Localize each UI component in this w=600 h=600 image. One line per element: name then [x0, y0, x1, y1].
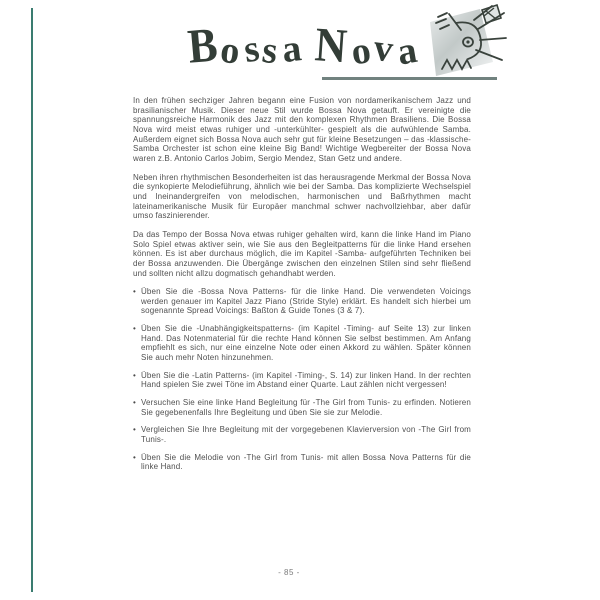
list-item-text: Vergleichen Sie Ihre Begleitung mit der vorgegebenen Klavierversion von -The Girl from Tunis-. — [141, 425, 471, 445]
list-item-text: Üben Sie die Melodie von -The Girl from Tunis- mit allen Bossa Nova Patterns für die linke Hand. — [141, 452, 471, 472]
title-letter: v — [371, 26, 400, 72]
list-item-text: Üben Sie die -Latin Patterns- (im Kapitel -Timing-, S. 14) zur linken Hand. In der rechten Hand spielen Sie zwei Töne im Abstand einer Quarte. Laut zählen nicht vergessen! — [141, 370, 471, 390]
publisher-scribble-logo-icon — [416, 2, 508, 84]
title-letter: o — [218, 28, 247, 74]
list-item-text: Versuchen Sie eine linke Hand Begleitung für -The Girl from Tunis- zu erfinden. Notieren Sie gegebenenfalls Ihre Begleitung und üben Sie sie zur Melodie. — [141, 398, 471, 417]
list-item — [133, 287, 471, 316]
paragraph: In den frühen sechziger Jahren begann eine Fusion von nordamerikanischem Jazz und brasilianischer Musik. Dieser neue Stil wurde Bossa Nova getauft. Er vereinigte die spannungsreiche Harmonik des Jazz mit den komplexen Rhythmen Brasiliens. Die Bossa Nova wird meist etwas ruhiger und -unterkühlter- gespielt als die aufwühlende Samba. Außerdem eignet sich Bossa Nova auch sehr gut für kleine Besetzungen – das -klassische- Samba Orchester ist schon eine kleine Big Band! Wichtige Wegbereiter der Bossa Nova waren z.B. Antonio Carlos Jobim, Sergio Mendez, Stan Getz und andere. — [133, 96, 471, 163]
title-letter: s — [241, 26, 267, 72]
bullet-icon: • — [133, 398, 136, 408]
list-item — [133, 371, 471, 390]
list-item-text: Üben Sie die -Unabhängigkeitspatterns- (im Kapitel -Timing- auf Seite 13) zur linken Hand. Das Notenmaterial für die rechte Hand können Sie selbst bestimmen. Am Anfang empfiehlt es sich, nur eine einzelne Note oder einen Akkord zu wählen. Später können Sie auch mehr Noten hinzunehmen. — [141, 324, 471, 363]
page-number: - 85 - — [278, 568, 300, 577]
exercise-list — [133, 287, 471, 472]
title-letter: a — [393, 28, 424, 74]
title-letter: o — [348, 28, 377, 74]
list-item — [133, 324, 471, 363]
title-letter: B — [185, 17, 224, 74]
bullet-icon: • — [133, 324, 136, 334]
title-letter: N — [313, 17, 353, 74]
bullet-icon: • — [133, 287, 136, 297]
list-item — [133, 398, 471, 417]
body-text — [133, 96, 471, 480]
page-edge-accent-rule — [31, 8, 33, 592]
list-item-text: Üben Sie die -Bossa Nova Patterns- für die linke Hand. Die verwendeten Voicings werden genauer im Kapitel Jazz Piano (Stride Style) erklärt. Es handelt sich hierbei um sogenannte Spread Voicings: Baßton & Guide Tones (3 & 7). — [141, 287, 471, 316]
paragraph: Neben ihren rhythmischen Besonderheiten ist das herausragende Merkmal der Bossa Nova die synkopierte Melodieführung, ähnlich wie bei der Samba. Das komplizierte Wechselspiel und Ineinandergreifen von melodischen, harmonischen und Baßrhythmen macht lateinamerikanische Musik für Europäer manchmal schwer nachvollziehbar, aber dafür umso faszinierender. — [133, 172, 471, 221]
list-item — [133, 425, 471, 444]
bullet-icon: • — [133, 370, 136, 380]
page-title — [185, 17, 424, 80]
bullet-icon: • — [133, 425, 136, 435]
title-letter: a — [279, 26, 308, 72]
bullet-icon: • — [133, 452, 136, 462]
title-letter: s — [259, 28, 285, 74]
paragraph: Da das Tempo der Bossa Nova etwas ruhiger gehalten wird, kann die linke Hand im Piano Solo Spiel etwas aktiver sein, wie Sie aus den Begleitpatterns für die linke Hand ersehen können. Es ist aber durchaus möglich, die im Kapitel -Samba- aufgeführten Techniken bei der Bossa anzuwenden. Die Übergänge zwischen den einzelnen Stilen sind sehr fließend und sollten nicht allzu dogmatisch gehandhabt werden. — [133, 229, 471, 278]
list-item — [133, 453, 471, 472]
